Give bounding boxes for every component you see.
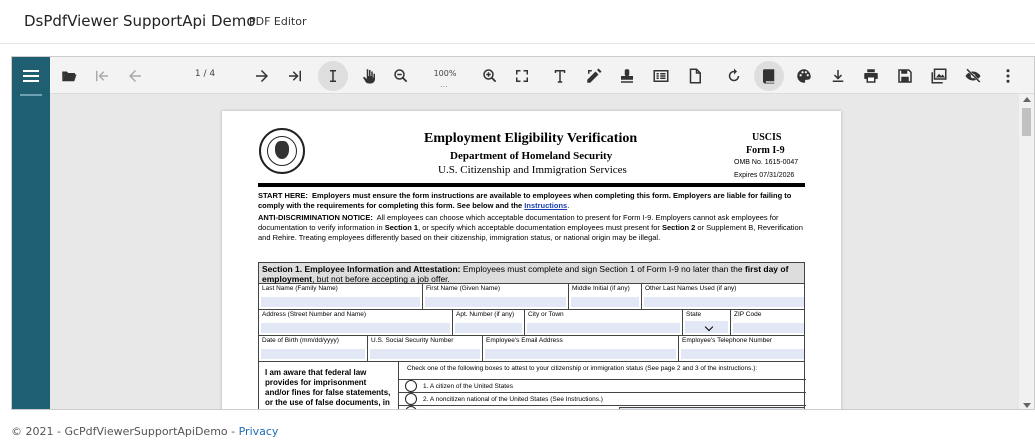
- zoom-out-icon: [392, 67, 410, 85]
- email-field[interactable]: Employee's Email Address: [483, 336, 679, 361]
- sidebar-menu-button[interactable]: [12, 57, 50, 94]
- print-button[interactable]: [856, 61, 886, 91]
- form-department: Department of Homeland Security: [450, 150, 613, 162]
- save-icon: [896, 67, 914, 85]
- attestation-block: [258, 362, 805, 410]
- form-uscis: USCIS: [752, 132, 782, 143]
- form-title: Employment Eligibility Verification: [424, 131, 638, 146]
- zip-field[interactable]: ZIP Code: [731, 310, 806, 335]
- draw-tool-button[interactable]: [579, 61, 609, 91]
- new-page-button[interactable]: [680, 61, 710, 91]
- uscis-number-field[interactable]: [619, 407, 805, 410]
- footer: © 2021 - GcPdfViewerSupportApiDemo - Privacy: [11, 425, 279, 438]
- more-vertical-icon: [999, 67, 1017, 85]
- anti-discrimination-paragraph: ANTI-DISCRIMINATION NOTICE: All employees can choose which acceptable documentation to present for Form I-9. Employers cannot ask employees for documentation to verify information in Section 1, or specify which acceptable documentation employees must present for Section 2 or Supplement B, Reverification and Rehire. Treating employees differently based on their citizenship, immigration status, or national origin may be illegal.: [258, 213, 803, 242]
- text-t-icon: [551, 67, 569, 85]
- view-mode-button[interactable]: [754, 61, 784, 91]
- apt-field[interactable]: Apt. Number (if any): [453, 310, 525, 335]
- palette-icon: [795, 67, 813, 85]
- last-page-icon: [286, 67, 304, 85]
- stamp-tool-button[interactable]: [612, 61, 642, 91]
- ssn-field[interactable]: U.S. Social Security Number: [368, 336, 483, 361]
- scroll-thumb[interactable]: [1022, 108, 1031, 136]
- hide-annotations-button[interactable]: [958, 61, 988, 91]
- book-icon: [760, 67, 778, 85]
- next-page-button[interactable]: [247, 61, 277, 91]
- middle-initial-field[interactable]: Middle Initial (if any): [569, 284, 642, 309]
- phone-field[interactable]: Employee's Telephone Number: [679, 336, 806, 361]
- scroll-up-icon[interactable]: [1023, 97, 1031, 102]
- attestation-warning: I am aware that federal law provides for imprisonment and/or fines for false statements, or the use of false documents, in: [259, 362, 399, 410]
- images-button[interactable]: [924, 61, 954, 91]
- form-number: Form I-9: [746, 145, 785, 156]
- fullscreen-button[interactable]: [507, 61, 537, 91]
- zoom-in-button[interactable]: [475, 61, 505, 91]
- radio-noncitizen-national[interactable]: [405, 393, 417, 405]
- start-here-paragraph: START HERE: Employers must ensure the form instructions are available to employees when completing this form. Employers are liable for failing to comply with the requirements for completing this form. See below and the Instructions.: [258, 191, 792, 210]
- last-page-button[interactable]: [280, 61, 310, 91]
- fullscreen-icon: [513, 67, 531, 85]
- pdf-editor-link[interactable]: PDF Editor: [249, 15, 307, 28]
- text-selection-button[interactable]: [318, 61, 348, 91]
- first-page-button[interactable]: [87, 61, 117, 91]
- form-list-icon: [652, 67, 670, 85]
- text-tool-button[interactable]: [545, 61, 575, 91]
- address-row: [258, 310, 805, 336]
- vertical-scrollbar[interactable]: [1019, 94, 1034, 410]
- attestation-heading: Check one of the following boxes to attest to your citizenship or immigration status (See page 2 and 3 of the instructions.):: [407, 365, 758, 372]
- section1-header: Section 1. Employee Information and Attestation: Employees must complete and sign Section 1 of Form I-9 no later than the first day of employment, but not before accepting a job offer.: [258, 262, 805, 284]
- text-cursor-icon: [324, 67, 342, 85]
- last-name-field[interactable]: Last Name (Family Name): [259, 284, 423, 309]
- form-omb: OMB No. 1615-0047: [734, 159, 799, 166]
- dob-field[interactable]: Date of Birth (mm/dd/yyyy): [259, 336, 368, 361]
- dob-row: [258, 336, 805, 362]
- document-icon: [686, 67, 704, 85]
- download-icon: [829, 67, 847, 85]
- address-field[interactable]: Address (Street Number and Name): [259, 310, 453, 335]
- sidebar: [12, 57, 50, 410]
- state-select[interactable]: State: [683, 310, 731, 335]
- arrow-right-icon: [253, 67, 271, 85]
- top-navbar: [0, 0, 1035, 44]
- name-row: [258, 284, 805, 310]
- radio-citizen[interactable]: [405, 380, 417, 392]
- rotate-icon: [725, 67, 743, 85]
- zoom-in-icon: [481, 67, 499, 85]
- dhs-seal-logo: [259, 128, 305, 174]
- hamburger-icon: [23, 69, 39, 83]
- zoom-level[interactable]: 100%: [433, 69, 457, 78]
- hand-icon: [360, 67, 378, 85]
- brand-title[interactable]: DsPdfViewer SupportApi Demo: [24, 12, 256, 30]
- document-area[interactable]: [50, 94, 1021, 410]
- open-file-button[interactable]: [54, 61, 84, 91]
- more-options-button[interactable]: [993, 61, 1023, 91]
- page-indicator[interactable]: 1 / 4: [194, 69, 216, 79]
- save-button[interactable]: [890, 61, 920, 91]
- option-permanent-resident[interactable]: [399, 405, 806, 410]
- form-expires: Expires 07/31/2026: [734, 172, 795, 179]
- printer-icon: [862, 67, 880, 85]
- zoom-dropdown[interactable]: ...: [440, 80, 448, 89]
- form-agency: U.S. Citizenship and Immigration Services: [438, 164, 627, 176]
- download-button[interactable]: [823, 61, 853, 91]
- option-noncitizen-national[interactable]: 2. A noncitizen national of the United States (See Instructions.): [399, 392, 806, 405]
- chevron-down-icon: [705, 323, 713, 331]
- rotate-button[interactable]: [719, 61, 749, 91]
- pdf-viewer: [11, 56, 1035, 410]
- gallery-icon: [930, 67, 948, 85]
- other-last-names-field[interactable]: Other Last Names Used (if any): [642, 284, 806, 309]
- instructions-link[interactable]: Instructions: [524, 201, 568, 210]
- previous-page-button[interactable]: [120, 61, 150, 91]
- first-name-field[interactable]: First Name (Given Name): [423, 284, 569, 309]
- pencil-ruler-icon: [585, 67, 603, 85]
- header-rule: [258, 183, 805, 187]
- pdf-page: [222, 111, 841, 410]
- radio-permanent-resident[interactable]: [405, 406, 417, 410]
- scroll-down-icon[interactable]: [1023, 403, 1031, 408]
- toolbar: [50, 57, 1035, 94]
- arrow-left-icon: [126, 67, 144, 85]
- privacy-link[interactable]: Privacy: [238, 425, 279, 438]
- city-field[interactable]: City or Town: [525, 310, 683, 335]
- eye-off-icon: [964, 67, 982, 85]
- form-field-button[interactable]: [646, 61, 676, 91]
- folder-open-icon: [60, 67, 78, 85]
- first-page-icon: [93, 67, 111, 85]
- stamp-icon: [618, 67, 636, 85]
- pan-tool-button[interactable]: [354, 61, 384, 91]
- sidebar-divider: [20, 94, 42, 96]
- theme-button[interactable]: [789, 61, 819, 91]
- option-citizen[interactable]: 1. A citizen of the United States: [399, 379, 806, 392]
- zoom-out-button[interactable]: [386, 61, 416, 91]
